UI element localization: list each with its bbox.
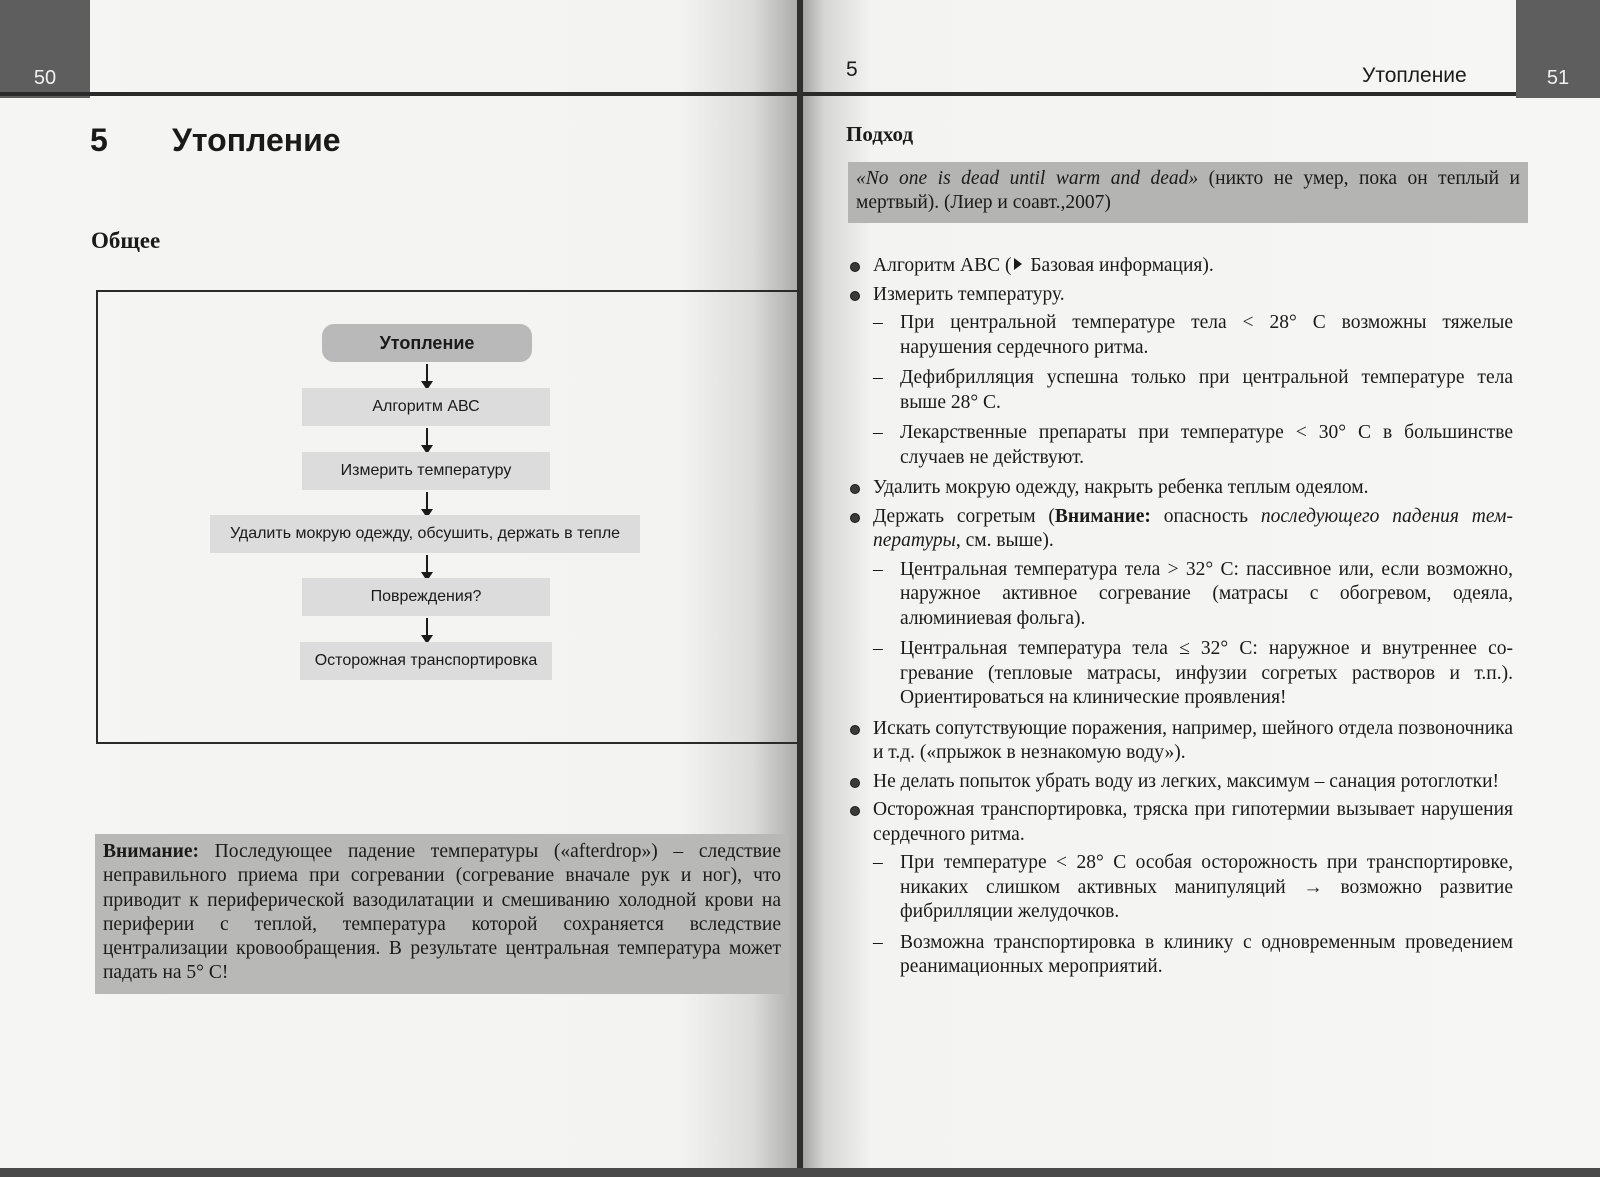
bullet-icon xyxy=(850,262,860,272)
sub-list-item: – Лекарственные препараты при температуре < 30° С в большинстве случаев не действуют. xyxy=(873,422,1513,468)
flow-arrow xyxy=(426,364,428,384)
chapter-number: 5 xyxy=(90,122,108,158)
flow-arrow xyxy=(426,428,428,448)
list-item: Осторожная транспортировка, тряска при гипотермии вызывает нарушения сердечного ритма. xyxy=(848,798,1513,847)
bullet-icon xyxy=(850,513,860,523)
header-chapter-number: 5 xyxy=(846,58,858,81)
list-item: Держать согретым (Внимание: опасность последующего падения температуры, см. выше). xyxy=(848,505,1513,554)
page-number-left: 50 xyxy=(33,67,57,89)
header-rule-right xyxy=(800,92,1600,96)
list-item: Алгоритм АВС ( Базовая информация). xyxy=(848,254,1513,279)
dash-icon: – xyxy=(873,312,883,333)
bottom-edge xyxy=(0,1168,1600,1177)
flowchart-step: Осторожная транспортировка xyxy=(300,642,552,680)
dash-icon: – xyxy=(873,558,883,580)
flowchart-step: Повреждения? xyxy=(302,578,550,616)
sub-list-item: – При температуре < 28° С особая осторожность при транспортировке, никаких слишком активных манипуляций → возможно развитие фибрилляции желудочков. xyxy=(873,852,1513,922)
arrow-right-icon: → xyxy=(1303,876,1323,898)
bullet-icon xyxy=(850,484,860,494)
warning-text: Последующее падение температуры («afterdrop») – следствие неправильного приема при согревании (согревание вначале рук и ног), что приводит к периферической вазодилатации и смешиванию холодной крови на периферии с теплой, температура которой сохраняется вследствие централизации кровообращения. В результате центральная температура может падать на 5° С! xyxy=(103,841,781,984)
book-gutter xyxy=(797,0,803,1177)
page-number-tab-right xyxy=(1516,0,1600,98)
left-page xyxy=(0,0,800,1172)
header-title: Утопление xyxy=(1362,64,1467,87)
flowchart-step: Удалить мокрую одежду, обсушить, держать в тепле xyxy=(210,515,640,553)
flowchart-start: Утопление xyxy=(322,324,532,362)
sub-list-item: – При центральной температуре тела < 28° С возможны тяжелые нарушения сердечного ритма. xyxy=(873,312,1513,358)
section-heading-approach: Подход xyxy=(846,122,914,146)
dash-icon: – xyxy=(873,638,883,659)
header-rule-left xyxy=(0,92,800,96)
list-item: Не делать попыток убрать воду из легких, максимум – санация ротоглотки! xyxy=(848,770,1513,795)
sub-list-item: – Центральная температура тела ≤ 32° С: наружное и внутреннее согревание (тепловые матрасы, инфузии согретых растворов и т.п.). Ориентироваться на клинические проявления! xyxy=(873,638,1513,708)
section-heading-general: Общее xyxy=(91,228,161,253)
flow-arrow xyxy=(426,555,428,575)
page-number-right: 51 xyxy=(1546,67,1570,89)
flowchart-step: Измерить температуру xyxy=(302,452,550,490)
list-item: Удалить мокрую одежду, накрыть ребенка теплым одеялом. xyxy=(848,476,1513,501)
flowchart-step: Алгоритм АВС xyxy=(302,388,550,426)
flow-arrow xyxy=(426,618,428,638)
bullet-icon xyxy=(850,778,860,788)
warning-label: Внимание: xyxy=(103,841,199,862)
dash-icon: – xyxy=(873,931,883,953)
warning-box xyxy=(95,834,789,994)
chapter-title: Утопление xyxy=(172,122,341,158)
page-number-tab-left xyxy=(0,0,90,98)
dash-icon: – xyxy=(873,367,883,388)
dash-icon: – xyxy=(873,422,883,443)
bullet-list xyxy=(848,254,1513,986)
sub-list-item: – Дефибрилляция успешна только при центральной температуре тела выше 28° С. xyxy=(873,367,1513,413)
list-item: Измерить температуру. xyxy=(848,283,1513,308)
quote-box xyxy=(848,162,1528,223)
list-item: Искать сопутствующие поражения, например, шейного отдела позвоночника и т.д. («прыжок в незнакомую воду»). xyxy=(848,717,1513,766)
flow-arrow xyxy=(426,492,428,512)
triangle-pointer-icon xyxy=(1014,258,1022,270)
quote-italic: «No one is dead until warm and dead» xyxy=(856,168,1199,189)
dash-icon: – xyxy=(873,852,883,873)
bullet-icon xyxy=(850,291,860,301)
bullet-icon xyxy=(850,806,860,816)
sub-list-item: – Центральная температура тела > 32° С: пассивное или, если возможно, наружное активное согревание (матрасы с обогревом, одеяла, алюминиевая фольга). xyxy=(873,558,1513,629)
bullet-icon xyxy=(850,725,860,735)
sub-list-item: – Возможна транспортировка в клинику с одновременным проведением реанимационных мероприятий. xyxy=(873,931,1513,977)
quote-text: (никто не умер, пока он теплый и мертвый). (Лиер и соавт.,2007) xyxy=(856,168,1520,213)
